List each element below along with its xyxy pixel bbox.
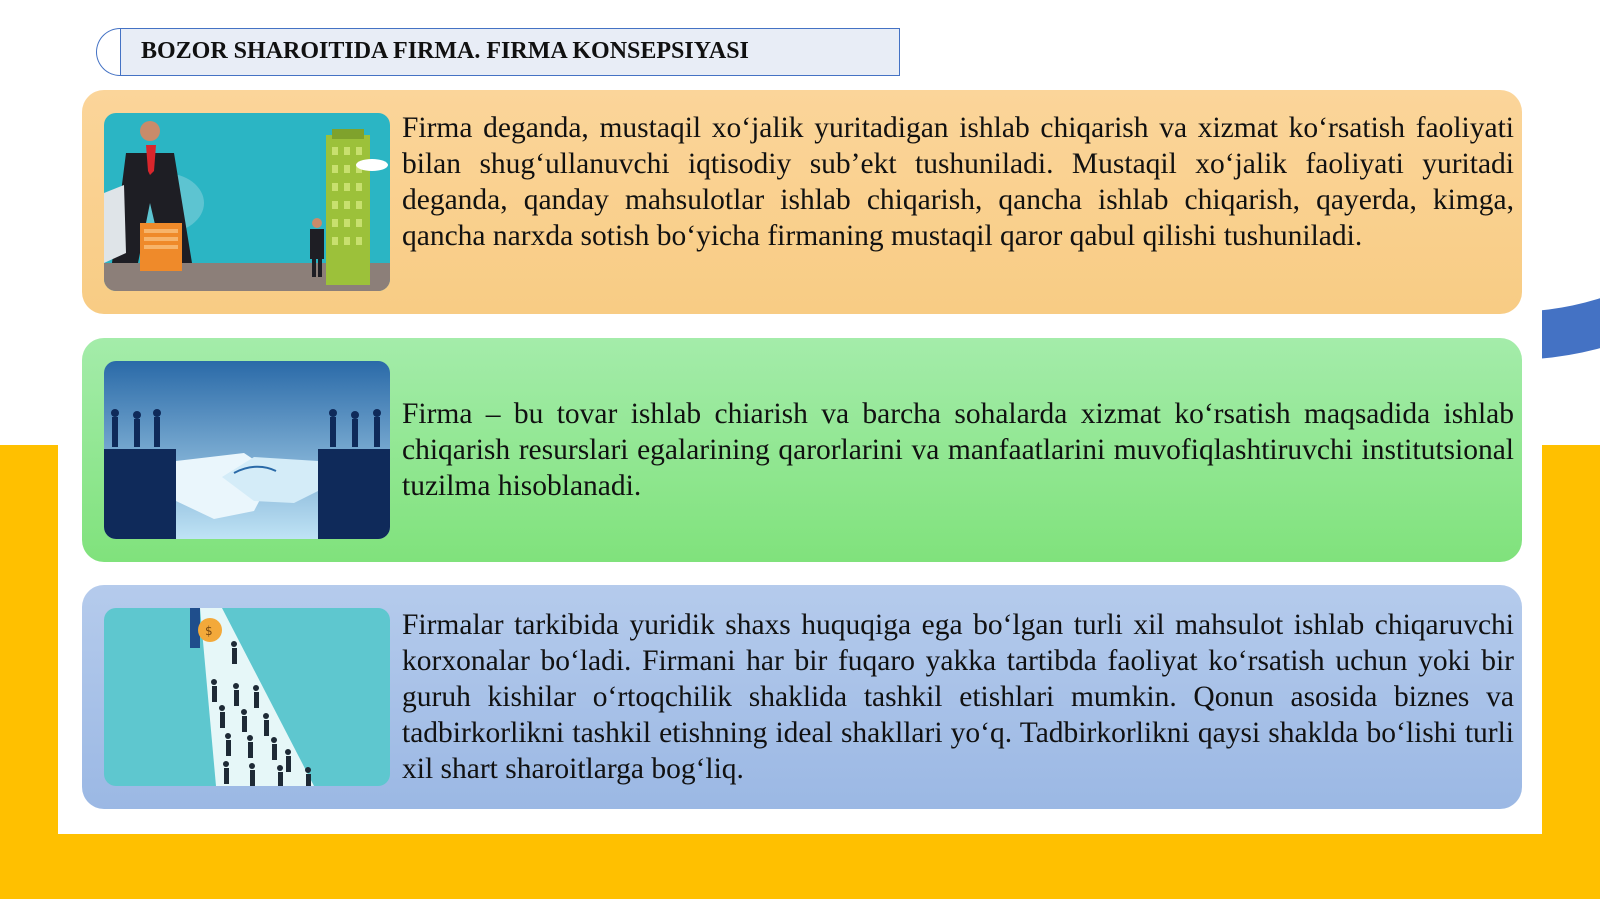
panel-2-text: Firma – bu tovar ishlab chiarish va barcha sohalarda xizmat ko‘rsatish maqsadida ishlab chiqarish resurslari egalarining qarorlarini va manfaatlarini muvofiqlashtiruvchi institutsional tuzilma hisoblanadi. [402, 398, 1514, 502]
content-panel-2 [82, 338, 1522, 562]
content-panel-3 [82, 585, 1522, 809]
crowd-money-bag-image [104, 608, 390, 786]
panel-1-text: Firma deganda, mustaqil xo‘jalik yuritadigan ishlab chiqarish va xizmat ko‘rsatish faoliyati bilan shug‘ullanuvchi iqtisodiy sub’ekt tushuniladi. Mustaqil xo‘jalik faoliyati yuritadi deganda, qanday mahsulotlar ishlab chiqarish, qancha ishlab chiqarish, qayerda, kimga, qancha narxda sotish bo‘yicha firmaning mustaqil qaror qabul qilishi tushuniladi. [402, 112, 1514, 252]
title-banner [96, 28, 900, 78]
businessman-skyscraper-image [104, 113, 390, 291]
svg-text:$: $ [205, 624, 213, 638]
content-panel-1 [82, 90, 1522, 314]
panel-3-text: Firmalar tarkibida yuridik shaxs huquqiga ega bo‘lgan turli xil mahsulot ishlab chiqaruvchi korxonalar bo‘ladi. Firmani har bir fuqaro yakka tartibda faoliyat ko‘rsatish uchun yoki bir guruh kishilar o‘rtoqchilik shaklida tashkil etishlari mumkin. Qonun asosida biznes va tadbirkorlikni tashkil etishning ideal shakllari yo‘q. Tadbirkorlikni qaysi shaklda bo‘lishi turli xil shart sharoitlarga bog‘liq. [402, 609, 1514, 785]
slide-title: BOZOR SHAROITIDA FIRMA. FIRMA KONSEPSIYASI [120, 28, 900, 76]
handshake-image [104, 361, 390, 539]
